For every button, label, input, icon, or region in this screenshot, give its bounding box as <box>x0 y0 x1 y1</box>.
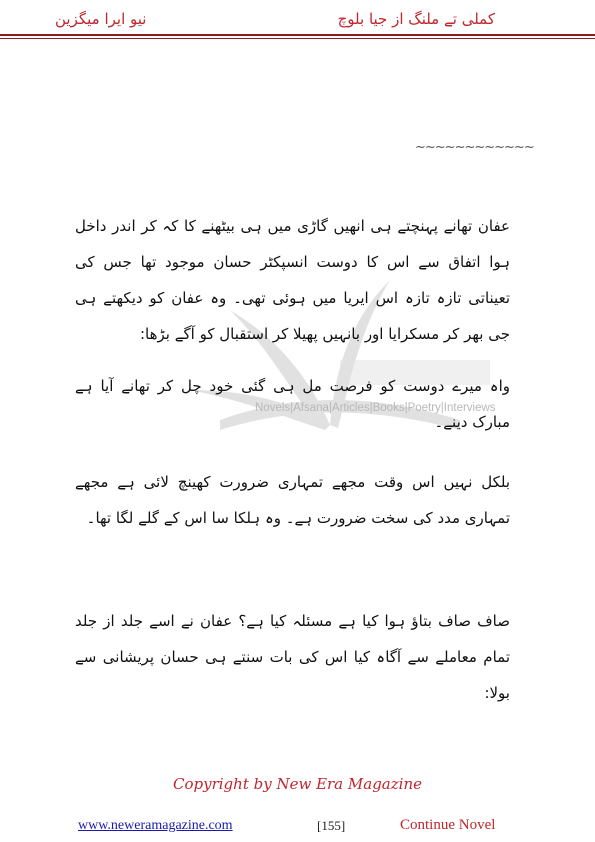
header-rule-thick <box>0 34 595 36</box>
novel-title: کملی تے ملنگ از جیا بلوچ <box>337 10 495 28</box>
story-paragraph: عفان تھانے پہنچتے ہی انھیں گاڑی میں ہی بیٹھنے کا کہ کر اندر داخل ہوا اتفاق سے اس کا دوست انسپکٹر حسان موجود تھا جس کی تعیناتی تازہ تازہ اس ایریا میں ہوئی تھی۔ وہ عفان کو دیکھتے ہی جی بھر کر مسکرایا اور بانہیں پھیلا کر استقبال کو آگے بڑھا: <box>75 217 510 343</box>
header-rule-thin <box>0 38 595 39</box>
continue-novel-label: Continue Novel <box>400 817 496 833</box>
story-paragraph: واہ میرے دوست کو فرصت مل ہی گئی خود چل کر تھانے آیا ہے مبارک دینے۔ <box>75 377 510 431</box>
story-paragraph: بلکل نہیں اس وقت مجھے تمہاری ضرورت کھینچ لائی ہے مجھے تمہاری مدد کی سخت ضرورت ہے۔ وہ ہلکا سا اس کے گلے لگا تھا۔ <box>75 473 510 527</box>
copyright-notice: Copyright by New Era Magazine <box>173 775 422 793</box>
page-number: [155] <box>317 818 346 833</box>
section-separator: ~~~~~~~~~~~~ <box>415 140 534 155</box>
story-paragraph: صاف صاف بتاؤ ہوا کیا ہے مسئلہ کیا ہے؟ عفان نے اسے جلد از جلد تمام معاملے سے آگاہ کیا اس کی بات سنتے ہی حسان پریشانی سے بولا: <box>75 612 510 702</box>
magazine-name: نیو ایرا میگزین <box>55 10 147 28</box>
watermark-tagline: Novels|Afsana|Articles|Books|Poetry|Interviews <box>255 402 496 414</box>
website-link[interactable]: www.neweramagazine.com <box>78 818 233 833</box>
